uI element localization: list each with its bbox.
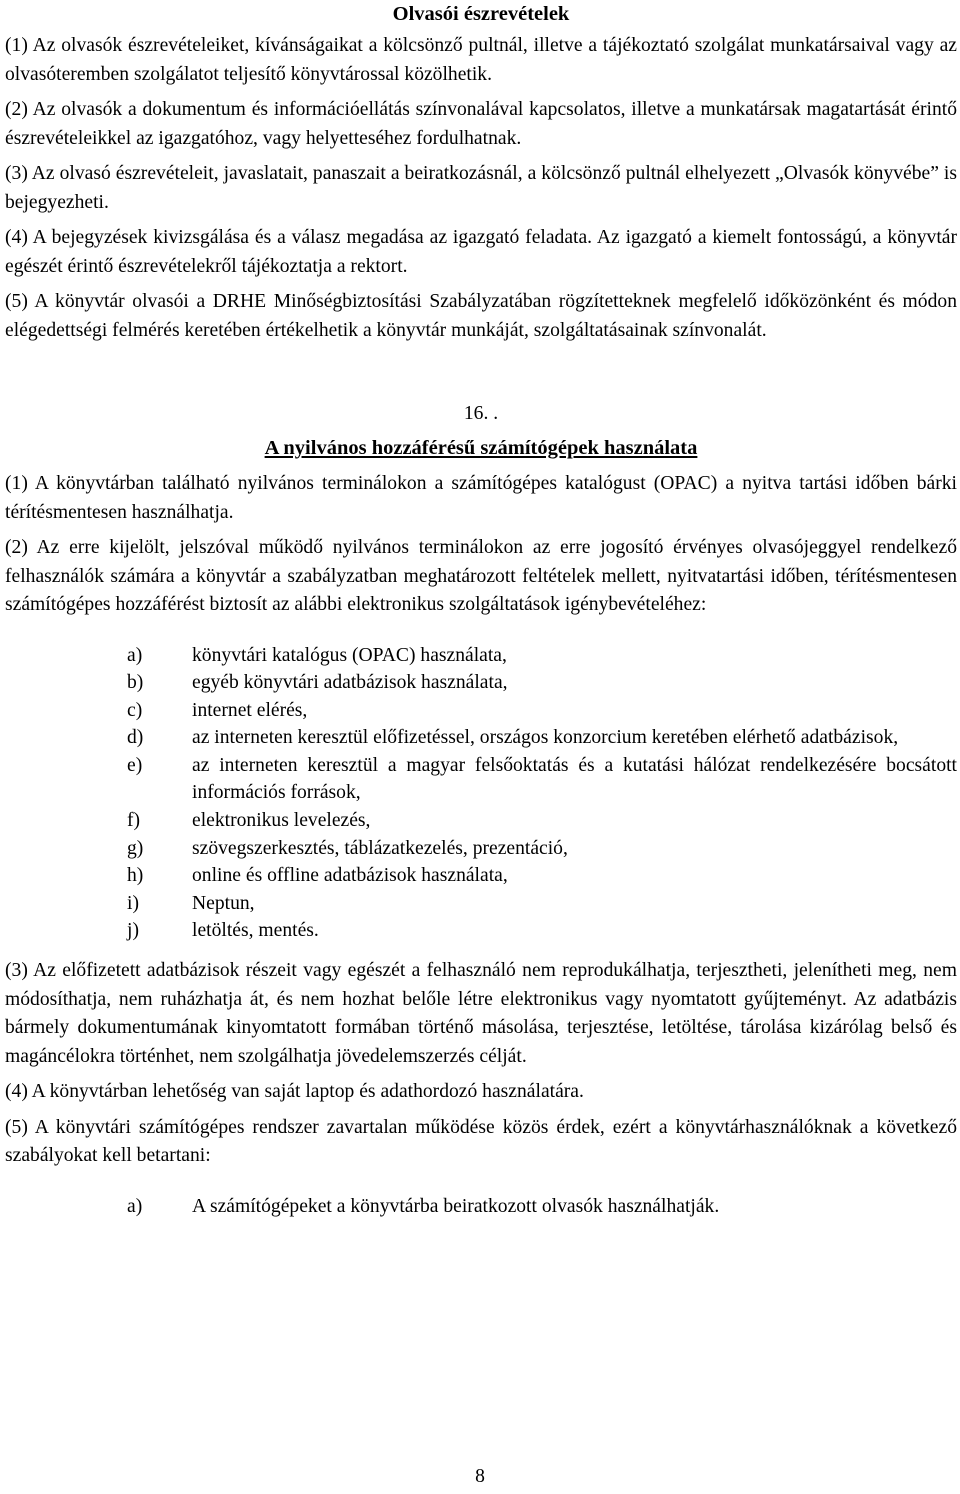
list-item-text: internet elérés,	[192, 699, 308, 721]
observation-paragraph-5: (5) A könyvtár olvasói a DRHE Minőségbiztosítási Szabályzatában rögzítetteknek megfelelő időközönként és módon elégedettségi felmérés keretében értékelhetik a könyvtár munkáját, szolgáltatásainak színvonalát.	[5, 291, 957, 341]
list-item-text: online és offline adatbázisok használata,	[192, 865, 508, 887]
rules-list	[5, 1193, 957, 1221]
page-title: Olvasói észrevételek	[392, 3, 570, 25]
list-item	[5, 890, 957, 918]
list-item	[5, 835, 957, 863]
list-item-marker: i)	[127, 892, 139, 914]
observation-paragraph-2: (2) Az olvasók a dokumentum és információellátás színvonalával kapcsolatos, illetve a munkatársak magatartását érintő észrevételeikkel az igazgatóhoz, vagy helyetteséhez fordulhatnak.	[5, 99, 957, 149]
list-item-text: elektronikus levelezés,	[192, 810, 371, 832]
list-item-marker: g)	[127, 837, 144, 859]
list-item-marker: f)	[127, 810, 141, 832]
list-item-marker: a)	[127, 1195, 143, 1217]
section-paragraph-3: (3) Az előfizetett adatbázisok részeit vagy egészét a felhasználó nem reprodukálhatja, terjesztheti, jelenítheti meg, nem módosíthatja, nem ruházhatja át, és nem hozhat belőle létre elektronikus vagy nyomtatott gyűjteményt. Az adatbázis bármely dokumentumának kinyomtatott formában történő másolása, terjesztése, letöltése, tárolása kizárólag belső és magáncélokra történhet, nem szolgálhatja jövedelemszerzés célját.	[5, 960, 957, 1067]
section-number: 16. .	[463, 403, 499, 424]
observation-paragraph-4: (4) A bejegyzések kivizsgálása és a válasz megadása az igazgató feladata. Az igazgató a kiemelt fontosságú, a könyvtár egészét érintő észrevételekről tájékoztatja a rektort.	[5, 227, 957, 277]
list-item-marker: c)	[127, 699, 143, 721]
list-item	[5, 1193, 957, 1221]
services-list	[5, 642, 957, 946]
list-item-text: könyvtári katalógus (OPAC) használata,	[192, 644, 507, 666]
list-item-text: A számítógépeket a könyvtárba beiratkozott olvasók használhatják.	[192, 1195, 720, 1217]
list-item	[5, 917, 957, 945]
list-item-marker: a)	[127, 644, 143, 666]
page-number: 8	[475, 1466, 485, 1487]
list-item	[5, 697, 957, 725]
list-item	[5, 752, 957, 807]
observation-paragraph-3: (3) Az olvasó észrevételeit, javaslatait, panaszait a beiratkozásnál, a kölcsönző pultnál elhelyezett „Olvasók könyvébe” is bejegyezheti.	[5, 163, 957, 213]
section-paragraph-2: (2) Az erre kijelölt, jelszóval működő nyilvános terminálokon az erre jogosító érvényes olvasójeggyel rendelkező felhasználók számára a könyvtár a szabályzatban meghatározott feltételek mellett, nyitvatartási időben, térítésmentesen számítógépes hozzáférést biztosít az alábbi elektronikus szolgáltatások igénybevételéhez:	[5, 537, 957, 615]
section-paragraph-5: (5) A könyvtári számítógépes rendszer zavartalan működése közös érdek, ezért a könyvtárhasználóknak a következő szabályokat kell betartani:	[5, 1116, 957, 1167]
list-item	[5, 862, 957, 890]
list-item-text: egyéb könyvtári adatbázisok használata,	[192, 672, 508, 694]
document-page	[5, 0, 957, 1220]
list-item	[5, 724, 957, 752]
observation-paragraph-1: (1) Az olvasók észrevételeiket, kívánságaikat a kölcsönző pultnál, illetve a tájékoztató szolgálat munkatársaival vagy az olvasóteremben szolgálatot teljesítő könyvtárossal közölhetik.	[5, 35, 957, 85]
list-item-text: szövegszerkesztés, táblázatkezelés, prezentáció,	[192, 837, 568, 859]
list-item	[5, 669, 957, 697]
list-item-text: az interneten keresztül a magyar felsőoktatás és a kutatási hálózat rendelkezésére bocsátott információs források,	[192, 754, 957, 804]
list-item-text: az interneten keresztül előfizetéssel, országos konzorcium keretében elérhető adatbázisok,	[192, 727, 899, 749]
list-item	[5, 807, 957, 835]
list-item-text: Neptun,	[192, 892, 255, 914]
list-item-marker: e)	[127, 754, 143, 776]
list-item-marker: j)	[127, 920, 139, 942]
section-title: A nyilvános hozzáférésű számítógépek használata	[264, 437, 698, 459]
list-item-text: letöltés, mentés.	[192, 920, 319, 942]
list-item-marker: d)	[127, 727, 144, 749]
list-item-marker: h)	[127, 865, 144, 887]
section-paragraph-1: (1) A könyvtárban található nyilvános terminálokon a számítógépes katalógust (OPAC) a nyitva tartási időben bárki térítésmentesen használhatja.	[5, 473, 957, 523]
section-paragraph-4: (4) A könyvtárban lehetőség van saját laptop és adathordozó használatára.	[5, 1081, 584, 1103]
list-item-marker: b)	[127, 672, 144, 694]
list-item	[5, 642, 957, 670]
